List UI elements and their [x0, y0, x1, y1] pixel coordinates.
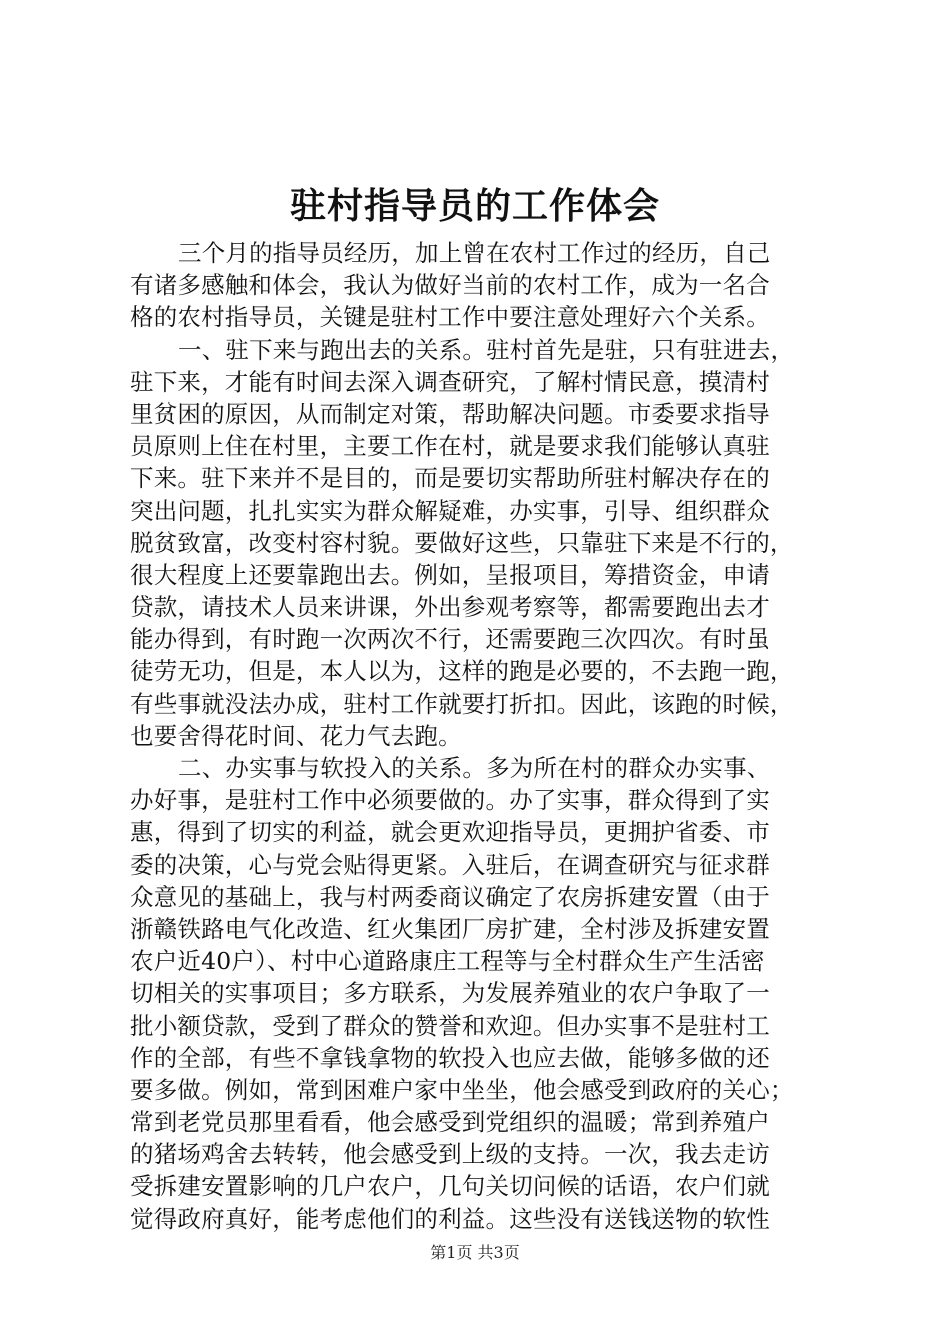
page-number-footer: 第1页 共3页 [430, 1243, 520, 1262]
text-line: 也要舍得花时间、花力气去跑。 [130, 721, 462, 750]
text-line: 三个月的指导员经历，加上曾在农村工作过的经历，自己 [178, 239, 771, 267]
text-line: 突出问题，扎扎实实为群众解疑难，办实事，引导、组织群众 [130, 496, 770, 525]
text-line: 作的全部，有些不拿钱拿物的软投入也应去做，能够多做的还 [130, 1043, 770, 1072]
text-line: 有诸多感触和体会，我认为做好当前的农村工作，成为一名合 [130, 271, 770, 300]
text-line: 脱贫致富，改变村容村貌。要做好这些，只靠驻下来是不行的， [130, 528, 794, 557]
text-line: 里贫困的原因，从而制定对策，帮助解决问题。市委要求指导 [130, 399, 770, 428]
text-line: 常到老党员那里看看，他会感受到党组织的温暖；常到养殖户 [130, 1108, 770, 1137]
text-line: 贷款，请技术人员来讲课，外出参观考察等，都需要跑出去才 [130, 593, 770, 622]
text-line: 徒劳无功，但是，本人以为，这样的跑是必要的，不去跑一跑， [130, 657, 794, 686]
text-line: 要多做。例如，常到困难户家中坐坐，他会感受到政府的关心； [130, 1075, 794, 1104]
text-line: 下来。驻下来并不是目的，而是要切实帮助所驻村解决存在的 [130, 464, 770, 493]
text-line: 惠，得到了切实的利益，就会更欢迎指导员，更拥护省委、市 [130, 818, 770, 847]
text-line: 浙赣铁路电气化改造、红火集团厂房扩建，全村涉及拆建安置 [130, 914, 770, 943]
text-line: 批小额贷款，受到了群众的赞誉和欢迎。但办实事不是驻村工 [130, 1011, 770, 1040]
document-body [130, 237, 850, 1235]
text-line: 很大程度上还要靠跑出去。例如，呈报项目，筹措资金，申请 [130, 560, 770, 589]
text-line: 能办得到，有时跑一次两次不行，还需要跑三次四次。有时虽 [130, 625, 770, 654]
text-line: 格的农村指导员，关键是驻村工作中要注意处理好六个关系。 [130, 303, 770, 332]
text-line: 有些事就没法办成，驻村工作就要打折扣。因此，该跑的时候， [130, 689, 794, 718]
text-line: 众意见的基础上，我与村两委商议确定了农房拆建安置（由于 [130, 882, 770, 911]
text-line: 二、办实事与软投入的关系。多为所在村的群众办实事、 [178, 754, 771, 782]
text-line: 驻下来，才能有时间去深入调查研究，了解村情民意，摸清村 [130, 367, 770, 396]
text-line: 觉得政府真好，能考虑他们的利益。这些没有送钱送物的软性 [130, 1204, 770, 1233]
text-line: 的猪场鸡舍去转转，他会感受到上级的支持。一次，我去走访 [130, 1140, 770, 1169]
text-line: 员原则上住在村里，主要工作在村，就是要求我们能够认真驻 [130, 432, 770, 461]
text-line: 受拆建安置影响的几户农户，几句关切问候的话语，农户们就 [130, 1172, 770, 1201]
text-line: 一、驻下来与跑出去的关系。驻村首先是驻，只有驻进去， [178, 335, 795, 364]
document-title: 驻村指导员的工作体会 [289, 185, 660, 227]
text-line: 切相关的实事项目；多方联系，为发展养殖业的农户争取了一 [130, 979, 770, 1008]
text-line: 农户近40户）、村中心道路康庄工程等与全村群众生产生活密 [130, 947, 765, 976]
text-line: 办好事，是驻村工作中必须要做的。办了实事，群众得到了实 [130, 786, 770, 815]
text-line: 委的决策，心与党会贴得更紧。入驻后，在调查研究与征求群 [130, 850, 770, 879]
